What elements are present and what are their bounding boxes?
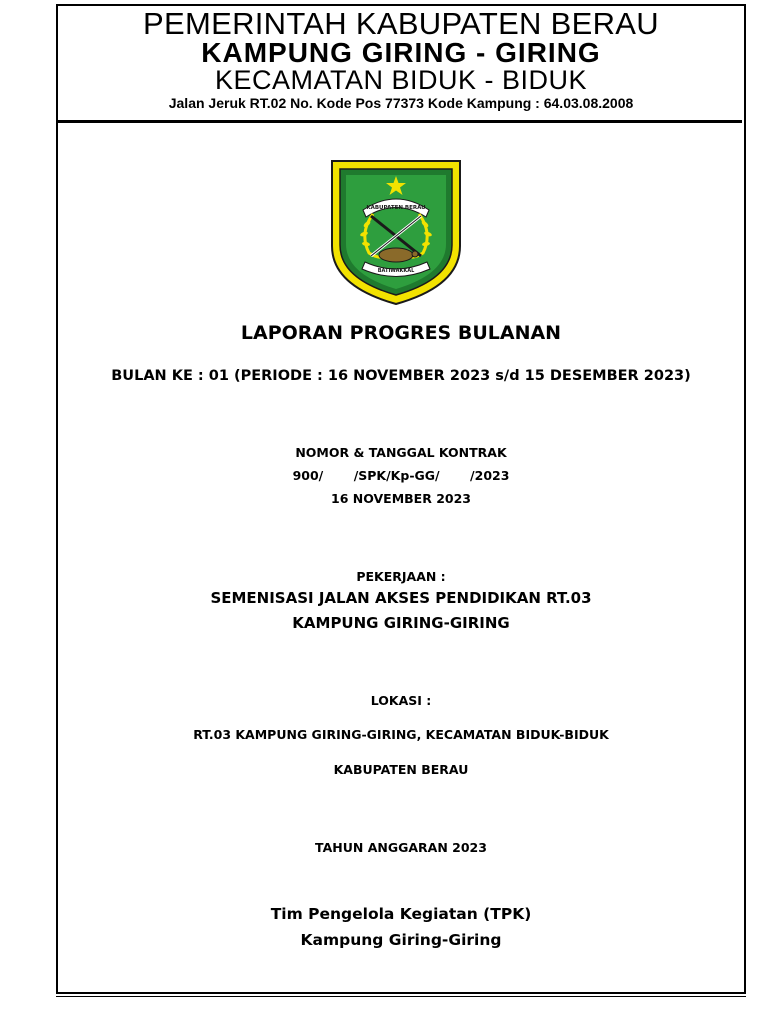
emblem-ribbon-bottom: BATIWAKKAL [377, 268, 415, 274]
location-heading: LOKASI : [370, 693, 432, 708]
page-border-double-line [56, 996, 746, 997]
contract-number: 900/ /SPK/Kp-GG/ /2023 [292, 468, 510, 483]
team-village: Kampung Giring-Giring [300, 931, 502, 949]
letterhead [56, 8, 746, 111]
work-title-line2: KAMPUNG GIRING-GIRING [292, 614, 510, 632]
letterhead-village: KAMPUNG GIRING - GIRING [201, 37, 601, 68]
letterhead-district: KECAMATAN BIDUK - BIDUK [214, 65, 588, 95]
team-name: Tim Pengelola Kegiatan (TPK) [270, 905, 532, 923]
contract-heading: NOMOR & TANGGAL KONTRAK [295, 445, 507, 460]
work-title-line1: SEMENISASI JALAN AKSES PENDIDIKAN RT.03 [210, 589, 592, 607]
location-line1: RT.03 KAMPUNG GIRING-GIRING, KECAMATAN BIDUK-BIDUK [193, 727, 609, 742]
work-heading: PEKERJAAN : [356, 569, 446, 584]
letterhead-rule [56, 120, 742, 123]
reporting-period: BULAN KE : 01 (PERIODE : 16 NOVEMBER 2023 s/d 15 DESEMBER 2023) [111, 368, 691, 384]
location-line2: KABUPATEN BERAU [333, 762, 469, 777]
emblem-ribbon-top: KABUPATEN BERAU [366, 205, 426, 211]
document-title: LAPORAN PROGRES BULANAN [240, 322, 562, 344]
contract-date: 16 NOVEMBER 2023 [331, 491, 471, 506]
kabupaten-berau-emblem-icon [329, 158, 463, 306]
letterhead-address: Jalan Jeruk RT.02 No. Kode Pos 77373 Kode Kampung : 64.03.08.2008 [168, 95, 634, 111]
letterhead-government: PEMERINTAH KABUPATEN BERAU [143, 6, 659, 41]
fiscal-year: TAHUN ANGGARAN 2023 [315, 840, 487, 855]
